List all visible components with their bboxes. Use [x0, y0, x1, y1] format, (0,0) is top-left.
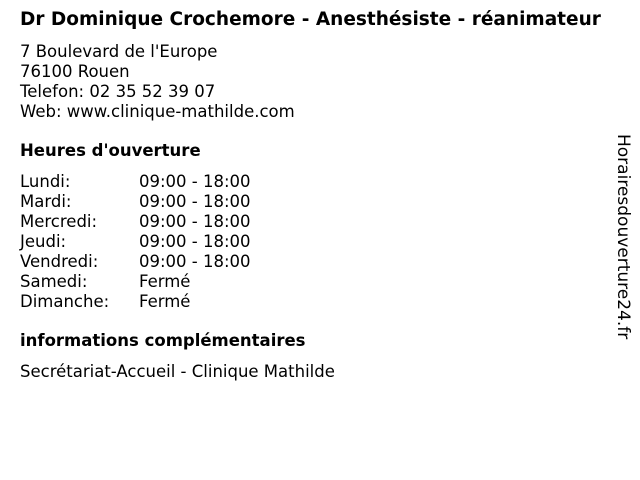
- day-label: Mercredi:: [20, 212, 98, 231]
- page-title: Dr Dominique Crochemore - Anesthésiste - réanimateur: [20, 9, 601, 30]
- day-label: Samedi:: [20, 272, 88, 291]
- time-value: 09:00 - 18:00: [139, 252, 251, 271]
- website: Web: www.clinique-mathilde.com: [20, 102, 295, 121]
- hours-row-friday: [20, 252, 616, 272]
- address-block: [20, 42, 616, 122]
- address-street: 7 Boulevard de l'Europe: [20, 42, 218, 61]
- day-label: Vendredi:: [20, 252, 99, 271]
- time-value: 09:00 - 18:00: [139, 192, 251, 211]
- extra-info-heading: informations complémentaires: [20, 331, 306, 350]
- hours-row-thursday: [20, 232, 616, 252]
- listing-card: [20, 10, 616, 382]
- time-value: 09:00 - 18:00: [139, 212, 251, 231]
- day-label: Mardi:: [20, 192, 72, 211]
- time-value: Fermé: [139, 272, 191, 291]
- day-label: Lundi:: [20, 172, 71, 191]
- day-label: Dimanche:: [20, 292, 110, 311]
- hours-row-wednesday: [20, 212, 616, 232]
- day-label: Jeudi:: [20, 232, 67, 251]
- hours-row-sunday: [20, 292, 616, 312]
- time-value: 09:00 - 18:00: [139, 232, 251, 251]
- site-watermark: Horairesdouverture24.fr: [613, 134, 633, 340]
- phone-number: Telefon: 02 35 52 39 07: [20, 82, 216, 101]
- extra-info-text: Secrétariat-Accueil - Clinique Mathilde: [20, 362, 335, 381]
- address-city: 76100 Rouen: [20, 62, 130, 81]
- hours-row-saturday: [20, 272, 616, 292]
- time-value: Fermé: [139, 292, 191, 311]
- time-value: 09:00 - 18:00: [139, 172, 251, 191]
- opening-hours-table: [20, 172, 616, 312]
- hours-row-tuesday: [20, 192, 616, 212]
- hours-heading: Heures d'ouverture: [20, 141, 201, 160]
- hours-row-monday: [20, 172, 616, 192]
